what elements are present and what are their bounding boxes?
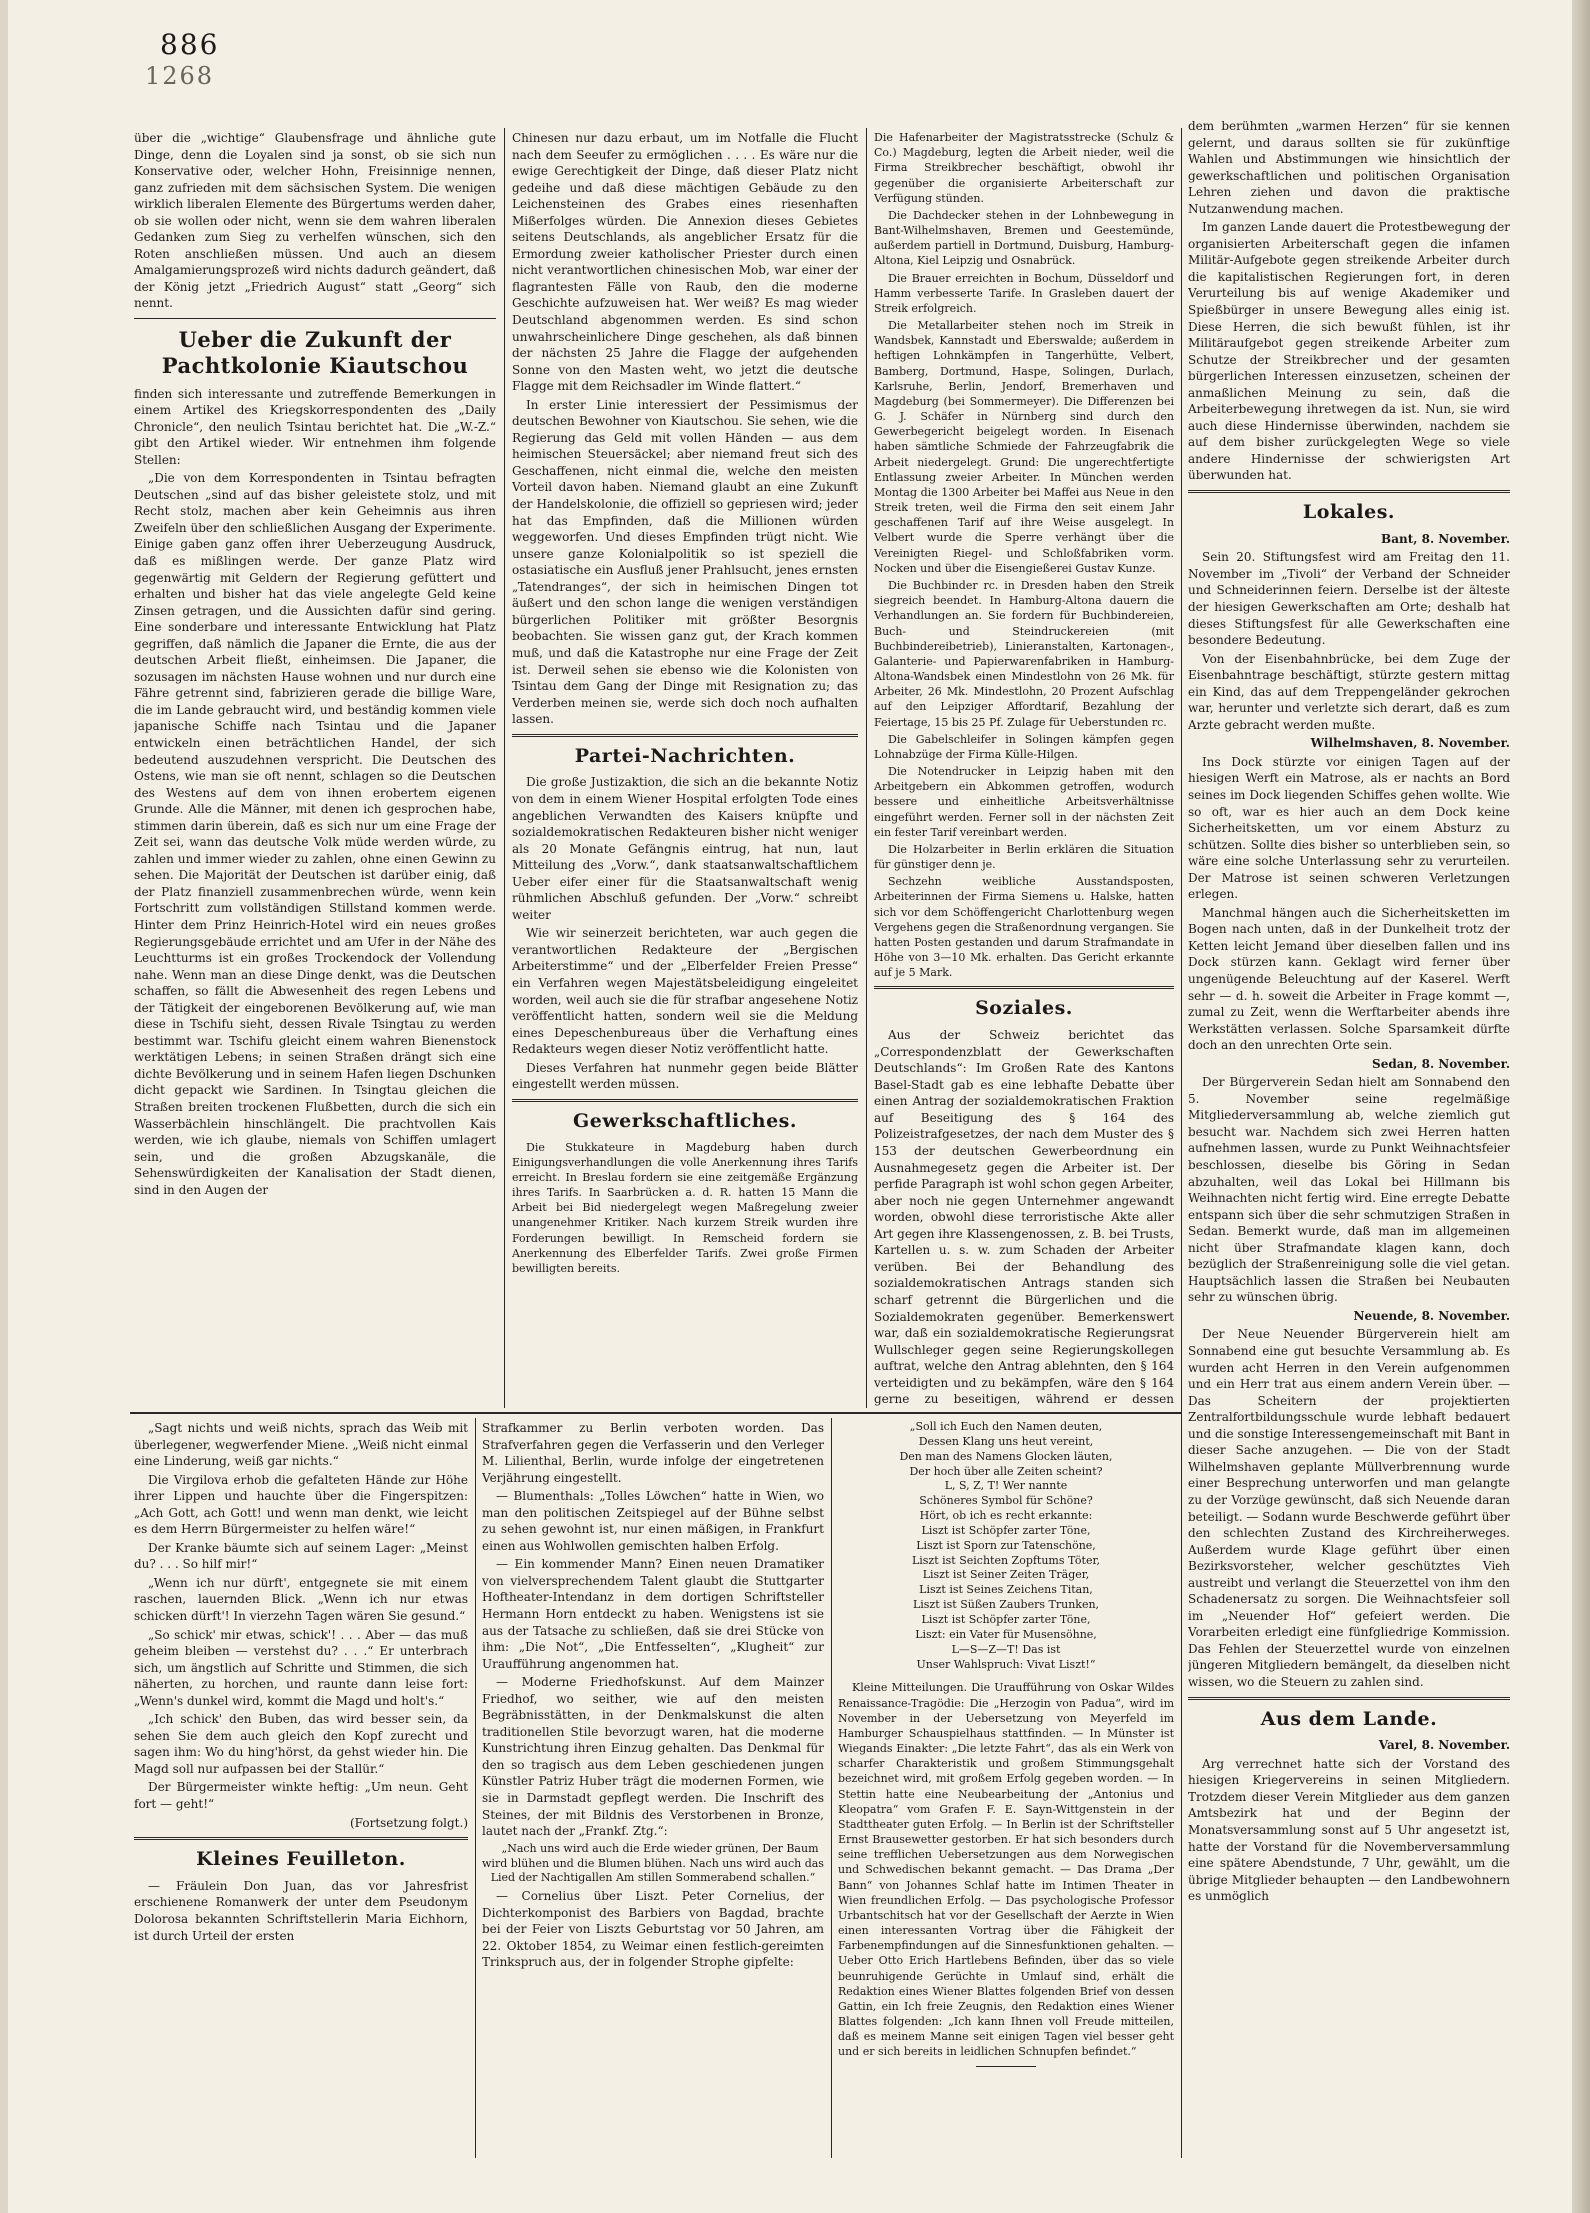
- serial-text: „So schick' mir etwas, schick'! . . . Aber — das muß geheim bleiben — verstehst du? . . .“ Er unterbrach sich, um ängstlich auf Schritte und Stimmen, die sich näherten, zu horchen, und raunte dann leise fort: „Wenn's dunkel wird, kommt die Magd und holt's.“: [134, 1627, 468, 1708]
- article-text: Arg verrechnet hatte sich der Vorstand des hiesigen Kriegervereins in seinen Mitgliedern. Trotzdem dieser Verein Mitglieder aus dem ganzen Amtsbezirk hat und der Beginn der Monatsversammlung sonst auf 5 Uhr angesetzt ist, hatte der Vorstand für die Novemberversammlung eine spätere Abendstunde, 7 Uhr, gewählt, um die übrige Mitglieder behaupten — den Landbewohnern es unmöglich: [1188, 1756, 1510, 1904]
- article-text: Im ganzen Lande dauert die Protestbewegung der organisierten Arbeiterschaft gegen die infamen Militär-Aufgebote gegen streikende Arbeiter durch die kapitalistischen Regierungen fort, in deren Verurteilung bis auf wenige Akademiker und Spießbürger in unsere Bewegung alles einig ist. Diese Herren, die sich bewußt fühlen, ist ihr Militäraufgebot gegen streikende Arbeiter zum Schutze der Streikbrecher und der gesamten bürgerlichen Interessen einzusetzen, scheinen der anmaßlichen Meinung zu sein, daß die Arbeiterbewegung ihretwegen da ist. Nun, sie wird auch diese Hindernisse überwinden, nachdem sie auf dem bisher zurückgelegten Wege so viele andere Hindernisse der schwierigsten Art überwunden hat.: [1188, 220, 1510, 483]
- page-stamp: 1268: [145, 62, 215, 90]
- article-text: Sechzehn weibliche Ausstandsposten, Arbeiterinnen der Firma Siemens u. Halske, hatten sich vor dem Schöffengericht Charlottenburg wegen Vergehens gegen die Straßenordnung vergangen. Sie hatten Posten gestanden und darum Strafmandate in Höhe von 3—10 Mk. erhalten. Das Gericht erkannte auf je 5 Mark.: [874, 875, 1174, 980]
- article-text: Die Metallarbeiter stehen noch im Streik in Wandsbek, Kannstadt und Eberswalde; außerdem in heftigen Lohnkämpfen in Tangerhütte, Velbert, Bamberg, Dortmund, Haspe, Solingen, Durlach, Karlsruhe, Berlin, Jendorf, Bremerhaven und Magdeburg (bei Sommermeyer). Die Differenzen bei G. J. Schäfer in Nürnberg sind durch den Gewerbegericht beigelegt worden. In Eisenach haben sämtliche Schmiede der Fahrzeugfabrik die Arbeit niedergelegt. Grund: Die ungerechtfertigte Entlassung zweier Arbeiter. In München werden Montag die 1300 Arbeiter bei Maffei aus Neue in den Streik treten, weil die Firma den seit einem Jahr geschaffenen Tarif auf ihre Weise ausgelegt. In Velbert wurde die Sperre verhängt über die Vereinigten Riegel- und Schloßfabriken vorm. Nocken und über die Eisengießerei Gustav Kunze.: [874, 319, 1174, 575]
- article-text: dem berühmten „warmen Herzen“ für sie kennen gelernt, und daraus sollten sie für zukünftige Wahlen und Abstimmungen wie hinsichtlich der gewerkschaftlichen und politischen Organisation Lehren ziehen und davon die praktische Nutzanwendung machen.: [1188, 119, 1510, 216]
- article-text: Aus der Schweiz berichtet das „Correspondenzblatt der Gewerkschaften Deutschlands“: Im Großen Rate des Kantons Basel-Stadt gab es eine lebhafte Debatte über einen Antrag der sozialdemokratischen Fraktion auf Beseitigung des § 164 des Polizeistrafgesetzes, der nach dem Muster des § 153 der deutschen Gewerbeordnung ein Ausnahmegesetz gegen die Arbeiter ist. Der perfide Paragraph ist wohl schon gegen Arbeiter, aber noch nie gegen Unternehmer angewandt worden, obwohl diese terroristische Akte aller Art gegen ihre Klassengenossen, z. B. bei Trusts, Kartellen u. s. w. zum Schaden der Arbeiter verüben. Bei der Behandlung des sozialdemokratischen Antrags standen sich scharf getrennt die Bürgerlichen und die Sozialdemokraten gegenüber. Bemerkenswert war, daß ein sozialdemokratische Regierungsrat Wullschleger gegen seine Regierungskollegen auftrat, welche den Antrag ablehnten, den § 164 verteidigten und zu bekämpfen, wäre den § 164 gerne zu beseitigen, während er dessen: [874, 1028, 1174, 1407]
- article-text: — Fräulein Don Juan, das vor Jahresfrist erschienene Romanwerk der unter dem Pseudonym Dolorosa bekannten Schriftstellerin Maria Eichhorn, ist durch Urteil der ersten: [134, 1878, 468, 1943]
- poem-line: Unser Wahlspruch: Vivat Liszt!“: [916, 1657, 1096, 1671]
- dateline: Wilhelmshaven, 8. November.: [1310, 736, 1510, 751]
- article-text: Die Brauer erreichten in Bochum, Düsseldorf und Hamm verbesserte Tarife. In Grasleben dauert der Streik erfolgreich.: [874, 271, 1174, 315]
- article-text: Die Hafenarbeiter der Magistratsstrecke (Schulz & Co.) Magdeburg, legten die Arbeit nieder, weil die Firma Streikbrecher beschäftigt, obwohl ihr gegenüber die organisierte Arbeiterschaft zur Verfügung stünden.: [874, 131, 1174, 205]
- poem-line: Liszt ist Schöpfer zarter Töne,: [921, 1523, 1091, 1537]
- serial-text: Die Virgilova erhob die gefalteten Hände zur Höhe ihrer Lippen und hauchte über die Fingerspitzen: „Ach Gott, ach Gott! und wenn man denkt, wie leicht es dem Herrn Bürgermeister zu helfen wäre!“: [134, 1472, 468, 1537]
- liszt-poem: [838, 1420, 1174, 1672]
- article-text: Von der Eisenbahnbrücke, bei dem Zuge der Eisenbahntrage beschäftigt, stürzte gestern mittag ein Kind, das auf dem Treppengeländer gekrochen war, herunter und verletzte sich derart, daß es zum Arzte gebracht werden mußte.: [1188, 651, 1510, 732]
- column-rule: [866, 128, 867, 1408]
- article-text: Die Dachdecker stehen in der Lohnbewegung in Bant-Wilhelmshaven, Bremen und Geestemünde, außerdem partiell in Dortmund, Duisburg, Hamburg-Altona, Kiel Leipzig und Osnabrück.: [874, 208, 1174, 268]
- article-text: finden sich interessante und zutreffende Bemerkungen in einem Artikel des Kriegskorrespondenten des „Daily Chronicle“, den neulich Tsintau berichtet hat. Die „W.-Z.“ gibt den Artikel wieder. Wir entnehmen ihm folgende Stellen:: [134, 386, 496, 467]
- continuation-note: (Fortsetzung folgt.): [350, 1815, 468, 1830]
- article-text: — Blumenthals: „Tolles Löwchen“ hatte in Wien, wo man den politischen Zeitspiegel auf der Bühne selbst zu sehen gewohnt ist, nur einen mäßigen, in Frankfurt einen aus Wohlwollen gemischten halben Erfolg.: [482, 1489, 824, 1553]
- article-text: Dieses Verfahren hat nunmehr gegen beide Blätter eingestellt werden müssen.: [512, 1060, 858, 1092]
- serial-text: „Wenn ich nur dürft', entgegnete sie mit einem raschen, lauernden Blick. „Wenn ich nur etwas schicken dürft'! In vierzehn Tagen wären Sie gesund.“: [134, 1575, 468, 1624]
- article-text: Wie wir seinerzeit berichteten, war auch gegen die verantwortlichen Redakteure der „Bergischen Arbeiterstimme“ und der „Elberfelder Freien Presse“ ein Verfahren wegen Majestätsbeleidigung eingeleitet worden, weil auch sie die für strafbar angesehene Notiz veröffentlicht hatten, sondern weil sie die Meldung eines Depeschenbureaus über die Verhaftung eines Redakteurs wegen dieser Notiz veröffentlicht hatte.: [512, 926, 858, 1057]
- article-text: Die Stukkateure in Magdeburg haben durch Einigungsverhandlungen die volle Anerkennung ihres Tarifs erreicht. In Breslau fordern sie eine zeitgemäße Ergänzung ihres Tarifs. In Saarbrücken a. d. R. hatten 15 Mann die Arbeit bei Bid niedergelegt wegen Maßregelung zweier unangenehmer Kritiker. Nach kurzem Streik wurden ihre Forderungen bewilligt. In Remscheid fordern sie Anerkennung des Elberfelder Tarifs. Zwei große Firmen bewilligten bereits.: [512, 1140, 858, 1275]
- article-text: Sein 20. Stiftungsfest wird am Freitag den 11. November im „Tivoli“ der Verband der Schneider und Schneiderinnen feiern. Derselbe ist der älteste der hiesigen Gewerkschaften am Orte; deshalb hat dieses Stiftungsfest für alle Gewerkschaften eine besondere Bedeutung.: [1188, 550, 1510, 648]
- serial-text: Der Kranke bäumte sich auf seinem Lager: „Meinst du? . . . So hilf mir!“: [134, 1540, 468, 1572]
- article-text: Strafkammer zu Berlin verboten worden. Das Strafverfahren gegen die Verfasserin und den Verleger M. Lilienthal, Berlin, wurde infolge der eingetretenen Verjährung eingestellt.: [482, 1421, 824, 1485]
- dateline: Neuende, 8. November.: [1353, 1308, 1510, 1323]
- article-text: — Moderne Friedhofskunst. Auf dem Mainzer Friedhof, wo seither, wie auf den meisten Begräbnisstätten, in der Denkmalskunst die alten traditionellen Stile bevorzugt waren, hat die moderne Kunstrichtung ihren Einzug gehalten. Das Denkmal für den so tragisch aus dem Leben geschiedenen jungen Künstler Patriz Huber trägt die modernen Formen, wie sie in Darmstadt gepflegt werden. Die Inschrift des Steines, der mit Bildnis des Verstorbenen in Bronze, lautet nach der „Frankf. Ztg.“:: [482, 1675, 824, 1839]
- section-heading-lokales: Lokales.: [1302, 501, 1396, 524]
- bottom-column-1: [134, 1420, 468, 2160]
- column-1: [134, 130, 496, 1408]
- page-left-edge: [0, 0, 8, 2213]
- poem-line: Der hoch über alle Zeiten scheint?: [909, 1464, 1103, 1478]
- article-text: In erster Linie interessiert der Pessimismus der deutschen Bewohner von Kiautschou. Sie sehen, wie die Regierung das Geld mit vollen Händen — aus dem heimischen Steuersäckel; aber niemand freut sich des Geschaffenen, nicht einmal die, welche den meisten Vorteil davon haben. Niemand glaubt an eine Zukunft der Handelskolonie, die offiziell so gepriesen wird; jeder hat das Empfinden, daß die Millionen würden weggeworfen. Und dieses Empfinden trügt nicht. Wie unsere ganze Kolonialpolitik so ist speziell die ostasiatische ein Ausfluß jener Prahlsucht, jenes ernsten „Tatendranges“, der sich in heimischen Dingen tot äußert und den schon lange die wenigen verständigen bürgerlichen Politiker mit größter Besorgnis beobachten. Sie wissen ganz gut, der Krach kommen muß, und daß die Katastrophe nur eine Frage der Zeit ist. Derweil sehen sie ebenso wie die Kolonisten von Tsintau dem Gang der Dinge mit Resignation zu; das Verderben meinen sie, werde sich doch noch aufhalten lassen.: [512, 397, 858, 727]
- section-heading-partei: Partei-Nachrichten.: [574, 744, 796, 767]
- poem-line: Den man des Namens Glocken läuten,: [899, 1449, 1113, 1463]
- article-text: Die Buchbinder rc. in Dresden haben den Streik siegreich beendet. In Hamburg-Altona dauern die Verhandlungen an. Sie fordern für Buchbindereien, Buch- und Steindruckereien (mit Buchbindereibetrieb), Linieranstalten, Kartonagen-, Galanterie- und Papierwarenfabriken in Hamburg-Altona-Wandsbek einen Mindestlohn von 26 Mk. für Arbeiter, 26 Mk. Mindestlohn, 20 Prozent Aufschlag auf den Leipziger Affordtarif, Bezahlung der Feiertage, 15 bis 25 Pf. Zulage für Ueberstunden rc.: [874, 578, 1174, 729]
- section-heading-gewerkschaft: Gewerkschaftliches.: [573, 1109, 797, 1132]
- poem-line: Schöneres Symbol für Schöne?: [919, 1494, 1093, 1508]
- column-rule: [831, 1418, 832, 2158]
- column-4: [1188, 118, 1510, 2158]
- column-rule: [1181, 128, 1182, 2158]
- article-text: Der Bürgerverein Sedan hielt am Sonnabend den 5. November seine regelmäßige Mitgliederversammlung ab, welche ziemlich gut besucht war. Nachdem sich zwei Herren hatten aufnehmen lassen, wurde zu Punkt Weihnachtsfeier beschlossen, dieselbe bis Göring in Sedan abzuhalten, weil das Lokal bei Hillmann bis Weihnachten nicht fertig wird. Eine erregte Debatte entspann sich über die sehr schmutzigen Straßen in Sedan. Bemerkt wurde, daß man im allgemeinen nicht über Strafmandate klagen kann, doch bezüglich der Straßenreinigung solle die viel getan. Hauptsächlich lassen die Straßen bei Neubauten sehr zu wünschen übrig.: [1188, 1075, 1510, 1305]
- article-text: Manchmal hängen auch die Sicherheitsketten im Bogen nach unten, daß in der Dunkelheit trotz der Ketten leicht Jemand über dieselben fallen und ins Dock stürzen kann. Geklagt wird ferner über ungenügende Beleuchtung auf der Kaserel. Werft sehr — d. h. soweit die Arbeiter in Frage kommt —, zumal zu Zeit, wenn die Werftarbeiter abends ihre Werkstätten verlassen. Solche Sparsamkeit dürfte doch an den unrechten Orte sein.: [1188, 905, 1510, 1053]
- serial-text: „Ich schick' den Buben, das wird besser sein, da sehen Sie dem auch gleich den Kopf zurecht und sagen ihm: Wo du hing'hörst, da gehst wieder hin. Die Magd soll nur aufpassen bei der Stallür.“: [134, 1712, 468, 1776]
- article-heading-kiautschou: Ueber die Zukunft der Pachtkolonie Kiautschou: [161, 327, 469, 379]
- poem-line: Liszt ist Schöpfer zarter Töne,: [921, 1612, 1091, 1626]
- poem-line: Liszt: ein Vater für Musensöhne,: [915, 1627, 1097, 1641]
- column-rule: [475, 1418, 476, 2158]
- dateline: Bant, 8. November.: [1381, 531, 1510, 546]
- serial-text: Der Bürgermeister winkte heftig: „Um neun. Geht fort — geht!“: [134, 1780, 468, 1812]
- bottom-column-3: [838, 1420, 1174, 2160]
- article-text: Die Notendrucker in Leipzig haben mit den Arbeitgebern ein Abkommen getroffen, wodurch bessere und einheitliche Arbeitsverhältnisse eingeführt werden. Ferner soll in der nächsten Zeit ein fester Tarif vereinbart werden.: [874, 765, 1174, 839]
- article-text: Kleine Mitteilungen. Die Uraufführung von Oskar Wildes Renaissance-Tragödie: Die „Herzogin von Padua“, wird im November in der Uebersetzung von Meyerfeld im Hamburger Schauspielhaus stattfinden. — In Münster ist Wiegands Einakter: „Die letzte Fahrt“, das als ein Werk von scharfer Charakteristik und großem Stimmungsgehalt bezeichnet wird, mit großem Erfolg gegeben worden. — In Stettin hatte eine Neubearbeitung der „Antonius und Kleopatra“ vom Grafen F. E. Sayn-Wittgenstein in der Stadttheater guten Erfolg. — In Berlin ist der Schriftsteller Ernst Brausewetter gestorben. Er hat sich besonders durch seine trefflichen Uebersetzungen aus dem Norwegischen und Schwedischen bekannt gemacht. — Das Drama „Der Bann“ von Johannes Schlaf hatte im Intimen Theater in Wien freundlichen Erfolg. — Das psychologische Professor Urbantschitsch hat vor der Gesellschaft der Aerzte in Wien einen interessanten Vortrag über die Fähigkeit der Farbenempfindungen auf die Sinnesfunktionen gehalten. — Ueber Otto Erich Hartlebens Befinden, über das so viele beunruhigende Gerüchte in Umlauf sind, erhält die Redaktion eines Wiener Blattes folgenden Brief von dessen Gattin, ein Ich freie Zeugnis, den Redaktion eines Wiener Blattes folgenden: „Ich kann Ihnen voll Freude mitteilen, daß es meinem Manne seit einigen Tagen viel besser geht und er sich bereits in leidlichen Schnupfen befindet.“: [838, 1681, 1174, 2059]
- poem-line: L, S, Z, T! Wer nannte: [944, 1479, 1068, 1493]
- dateline: Sedan, 8. November.: [1372, 1056, 1510, 1071]
- article-text: — Ein kommender Mann? Einen neuen Dramatiker von vielversprechendem Talent glaubt die Stuttgarter Hoftheater-Intendanz in dem dortigen Schriftsteller Hermann Horn entdeckt zu haben. Wenigstens ist sie aus der Tatsache zu schließen, daß sie drei Stücke von ihm: „Die Not“, „Die Entfesselten“, „Klugheit“ zur Uraufführung angenommen hat.: [482, 1557, 824, 1671]
- poem-line: Liszt ist Seiner Zeiten Träger,: [922, 1568, 1090, 1582]
- article-text: Die große Justizaktion, die sich an die bekannte Notiz von dem in einem Wiener Hospital erfolgten Tode eines angeblichen Verwandten des Kaisers knüpfte und sozialdemokratischen Redakteuren bisher nicht weniger als 20 Monate Gefängnis eintrug, hat nun, laut Mitteilung des „Vorw.“, dank staatsanwaltschaftlichem Ueber eifer einer für die Staatsanwaltschaft wenig rühmlichen Abschluß gefunden. Der „Vorw.“ schreibt weiter: [512, 775, 858, 922]
- section-heading-soziales: Soziales.: [975, 997, 1073, 1020]
- poem-line: Liszt ist Sporn zur Tatenschöne,: [916, 1538, 1096, 1552]
- article-text: — Cornelius über Liszt. Peter Cornelius, der Dichterkomponist des Barbiers von Bagdad, brachte bei der Feier von Liszts Geburtstag vor 50 Jahren, am 22. Oktober 1854, zu Weimar einen festlich-gereimten Trinkspruch aus, der in folgender Strophe gipfelte:: [482, 1889, 824, 1970]
- article-text: Chinesen nur dazu erbaut, um im Notfalle die Flucht nach dem Seeufer zu ermöglichen . . . . Es wäre nur die ewige Gerechtigkeit der Dinge, daß dieser Platz nicht gedeihe und daß diese mächtigen Gebäude zu den Leichensteinen des Grabes eines riesenhaften Mißerfolges würden. Die Annexion dieses Gebietes seitens Deutschlands, als angeblicher Ersatz für die Ermordung zweier katholischer Priester durch einen nicht verantwortlichen chinesischen Mob, war einer der flagrantesten Fälle von Raub, den die moderne Geschichte aufzuweisen hat. Wer weiß? Es mag wieder Deutschland abgenommen werden. Es sind schon unwahrscheinlichere Dinge geschehen, als daß binnen der nächsten 25 Jahre die Flagge der aufgehenden Sonne von den Masten weht, wo jetzt die deutsche Flagge mit dem Reichsadler im Winde flattert.“: [512, 131, 858, 394]
- dateline: Varel, 8. November.: [1378, 1738, 1510, 1753]
- page-number: 886: [160, 28, 220, 61]
- article-text: Die Holzarbeiter in Berlin erklären die Situation für günstiger denn je.: [874, 842, 1174, 872]
- column-3: [874, 130, 1174, 1408]
- poem-line: Liszt ist Seichten Zopftums Töter,: [911, 1553, 1101, 1567]
- section-rule: [130, 1412, 1181, 1414]
- section-heading-feuilleton: Kleines Feuilleton.: [196, 1848, 406, 1871]
- poem-line: Liszt ist Seines Zeichens Titan,: [919, 1583, 1093, 1597]
- column-rule: [504, 128, 505, 1408]
- poem-line: Liszt ist Süßen Zaubers Trunken,: [912, 1598, 1100, 1612]
- serial-text: „Sagt nichts und weiß nichts, sprach das Weib mit überlegener, wegwerfender Miene. „Weiß nicht einmal eine Linderung, weiß gar nichts.“: [134, 1421, 468, 1469]
- article-text: „Die von dem Korrespondenten in Tsintau befragten Deutschen „sind auf das bisher geleistete stolz, und mit Recht stolz, machen aber kein Geheimnis aus ihren Zweifeln über den schließlichen Ausgang der Experimente. Einige gaben ganz offen ihrer Ueberzeugung Ausdruck, daß es mißlingen werde. Der ganze Platz wird gegenwärtig mit Geldern der Regierung gefüttert und erhalten und bisher hat das viele angelegte Geld keine Zinsen getragen, und die Aussichten dafür sind gering. Eine sonderbare und interessante Entwicklung hat Platz gegriffen, daß nämlich die Japaner die Ernte, die aus der deutschen Arbeit fließt, einheimsen. Die Japaner, die sozusagen im nächsten Hause wohnen und nur durch eine Fähre getrennt sind, fabrizieren gerade die billige Ware, die im Lande gebraucht wird, und beständig kommen viele japanische Schiffe nach Tsintau und die Japaner entwickeln einen beträchtlichen Handel, der sich bedeutend auszudehnen verspricht. Die Deutschen des Ostens, wie man sie oft nennt, schlagen so die Deutschen des Westens auf dem von ihnen erobertem eigenen Grunde. Alle die Männer, mit denen ich gesprochen habe, stimmen darin überein, daß es sich nur um eine Frage der Zeit sei, wann das deutsche Volk müde werden würde, zu zahlen und immer wieder zu zahlen, ohne einen Gewinn zu sehen. Die Majorität der Deutschen ist darüber einig, daß der Platz finanziell zusammenbrechen würde, wenn kein Fortschritt zum vollständigen Stillstand kommen werde. Hinter dem Prinz Heinrich-Hotel wird ein neues großes Regierungsgebäude errichtet und am Ufer in der Nähe des Leuchtturms ist ein großes Trockendock der Vollendung nahe. Wenn man an diese Dinge denkt, was die Deutschen schaffen, so fällt die Abwesenheit des regen Lebens und der Tätigkeit der eingeborenen Bevölkerung auf, wie man diese in Tschifu sieht, dessen Rivale Tsingtau zu werden bestimmt war. Tschifu gleicht einem wahren Bienenstock werktätigen Lebens; in seinen Straßen drängt sich eine dichte Bevölkerung und in seinem Hafen liegen Dschunken dicht gepackt wie Sardinen. In Tsingtau gleichen die Straßen breiten trockenen Flußbetten, durch die sich ein Wasserbächlein hinschlängelt. Die prachtvollen Kais werden, wie ich glaube, niemals von Schiffen umlagert sein, und die großen Abzugskanäle, die Sehenswürdigkeiten der Kanalisation der Stadt dienen, sind in den Augen der: [134, 471, 496, 1197]
- article-text: über die „wichtige“ Glaubensfrage und ähnliche gute Dinge, denn die Loyalen sind ja sonst, ob sie sich nun Konservative oder, welcher Hohn, Freisinnige nennen, ganz zufrieden mit dem sächsischen System. Die wenigen wirklich liberalen Elemente des Bürgertums werden daher, ob sie wollen oder nicht, wenn sie dem wahren liberalen Gedanken zum Sieg zu verhelfen wünschen, sich den Roten anschließen müssen. Und auch an diesem Amalgamierungsprozeß wird nichts dadurch geändert, daß der König jetzt „Friedrich August“ statt „Georg“ sich nennt.: [134, 131, 496, 311]
- column-2: [512, 130, 858, 1408]
- article-text: Ins Dock stürzte vor einigen Tagen auf der hiesigen Werft ein Matrose, als er nachts an Bord seines im Dock liegenden Schiffes gehen wollte. Wie so oft, war es hier auch an dem Dock keine Sicherheitsketten, um vor einem Absturz zu schützen. Sollte dies bisher so unterblieben sein, so wäre eine solche Unterlassung sehr zu verurteilen. Der Matrose ist seinen schweren Verletzungen erlegen.: [1188, 754, 1510, 902]
- article-text: Der Neue Neuender Bürgerverein hielt am Sonnabend eine gut besuchte Versammlung ab. Es wurden acht Herren in den Verein aufgenommen und ein Herr trat aus einem andern Verein über. — Das Scheitern der projektierten Zentralfortbildungsschule wurde lebhaft bedauert und die sonstige Interessengemeinschaft mit Bant in dieser Sache anzugehen. — Die von der Stadt Wilhelmshaven geplante Müllverbrennung wurde einer Besprechung unterworfen und man gelangte zu der Vorzüge gewünscht, daß sich Neuende daran beteiligt. — Sodann wurde Beschwerde geführt über den schlechten Zustand des Kirchreiherweges. Außerdem wurde Klage geführt über einen Bezirksvorsteher, welcher geschütztes Vieh austreibt und verlangt die Steuerzettel von ihm den Schadenersatz zu sorgen. Die Weihnachtsfeier soll im „Neuender Hof“ gefeiert werden. Die Vorarbeiten erledigt eine fünfgliedrige Kommission. Das Fehlen der Steuerzettel wurde von einzelnen jüngeren Mitgliedern bemängelt, da dieselben nicht wissen, wo die Steuern zu zahlen sind.: [1188, 1327, 1510, 1689]
- bottom-column-2: [482, 1420, 824, 2160]
- poem-line: L—S—Z—T! Das ist: [951, 1642, 1061, 1656]
- section-heading-aus-dem-lande: Aus dem Lande.: [1260, 1707, 1438, 1730]
- poem-line: Hört, ob ich es recht erkannte:: [919, 1509, 1093, 1523]
- inscription-verse: „Nach uns wird auch die Erde wieder grünen, Der Baum wird blühen und die Blumen blühen. Nach uns wird auch das Lied der Nachtigallen Am stillen Sommerabend schallen.“: [482, 1841, 824, 1885]
- article-text: Die Gabelschleifer in Solingen kämpfen gegen Lohnabzüge der Firma Külle-Hilgen.: [874, 732, 1174, 761]
- page-right-edge: [1572, 0, 1590, 2213]
- poem-line: Dessen Klang uns heut vereint,: [918, 1434, 1094, 1448]
- poem-line: „Soll ich Euch den Namen deuten,: [909, 1420, 1103, 1433]
